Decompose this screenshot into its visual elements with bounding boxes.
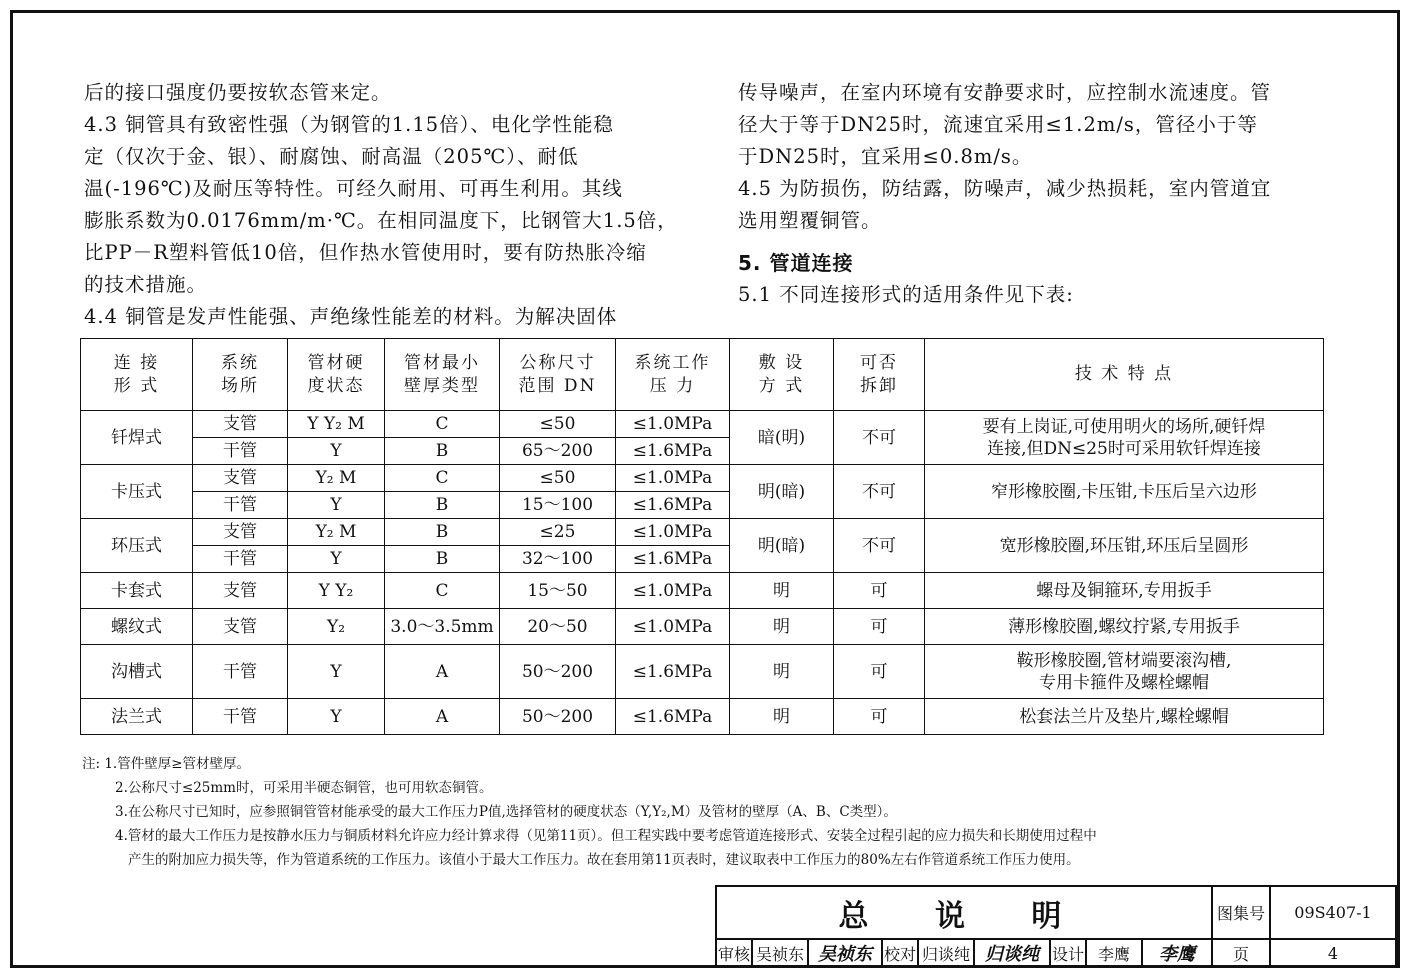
drawing-title: 总 说 明 xyxy=(716,886,1212,939)
cell-hardness: Y Y₂ xyxy=(288,573,385,609)
cell-wall: A xyxy=(385,699,500,735)
cell-features xyxy=(925,411,1324,465)
cell-dn: 15～100 xyxy=(500,492,616,519)
right-text-column xyxy=(738,77,1338,311)
cell-features xyxy=(925,699,1324,735)
cell-pressure: ≤1.6MPa xyxy=(616,492,730,519)
feature-line: 薄形橡胶圈,螺纹拧紧,专用扳手 xyxy=(1008,616,1240,637)
atlas-number-label: 图集号 xyxy=(1212,886,1270,939)
cell-removable: 可 xyxy=(834,645,925,699)
header-text: 方 式 xyxy=(758,375,805,396)
designer-name: 李鹰 xyxy=(1086,939,1142,967)
cell-method: 卡套式 xyxy=(81,573,193,609)
header-text: 管材硬 xyxy=(307,352,365,373)
cell-method: 螺纹式 xyxy=(81,609,193,645)
header-text: 拆卸 xyxy=(860,375,898,396)
cell-method: 卡压式 xyxy=(81,465,193,519)
left-text-column xyxy=(84,77,684,333)
cell-features xyxy=(925,645,1324,699)
header-text: 壁厚类型 xyxy=(404,375,480,396)
page-label: 页 xyxy=(1212,939,1270,967)
title-block xyxy=(715,885,1397,968)
feature-line: 宽形橡胶圈,环压钳,环压后呈圆形 xyxy=(999,535,1249,556)
text-line: 温(-196℃)及耐压等特性。可经久耐用、可再生利用。其线 xyxy=(84,177,623,200)
cell-removable: 可 xyxy=(834,609,925,645)
cell-laying: 明 xyxy=(730,573,834,609)
cell-dn: ≤50 xyxy=(500,465,616,492)
cell-dn: 65～200 xyxy=(500,438,616,465)
header-cell xyxy=(385,339,500,411)
text-line: 于DN25时，宜采用≤0.8m/s。 xyxy=(738,145,1033,168)
cell-pressure: ≤1.6MPa xyxy=(616,438,730,465)
cell-place: 支管 xyxy=(193,411,288,438)
text-line: 传导噪声，在室内环境有安静要求时，应控制水流速度。管 xyxy=(738,81,1272,104)
check-label: 校对 xyxy=(882,939,918,967)
cell-pressure: ≤1.6MPa xyxy=(616,699,730,735)
header-text: 范围 DN xyxy=(518,375,597,396)
cell-wall: B xyxy=(385,546,500,573)
cell-method: 环压式 xyxy=(81,519,193,573)
cell-dn: ≤50 xyxy=(500,411,616,438)
cell-features xyxy=(925,519,1324,573)
cell-dn: 50～200 xyxy=(500,645,616,699)
note-4-cont: 产生的附加应力损失等，作为管道系统的工作压力。该值小于最大工作压力。故在套用第11页表时，建议取表中工作压力的80%左右作管道系统工作压力使用。 xyxy=(128,852,1080,868)
header-text: 系统工作 xyxy=(634,352,711,373)
text-line: 4.5 为防损伤，防结露，防噪声，减少热损耗，室内管道宜 xyxy=(738,177,1272,200)
text-line: 4.4 铜管是发声性能强、声绝缘性能差的材料。为解决固体 xyxy=(84,305,618,328)
cell-place: 支管 xyxy=(193,609,288,645)
cell-wall: C xyxy=(385,411,500,438)
cell-place: 干管 xyxy=(193,438,288,465)
feature-line: 松套法兰片及垫片,螺栓螺帽 xyxy=(1019,706,1229,727)
feature-line: 要有上岗证,可使用明火的场所,硬钎焊 xyxy=(982,416,1266,437)
cell-place: 支管 xyxy=(193,519,288,546)
cell-hardness: Y xyxy=(288,438,385,465)
table-row xyxy=(81,573,1324,609)
feature-line: 螺母及铜箍环,专用扳手 xyxy=(1036,580,1212,601)
table-row xyxy=(81,465,1324,492)
feature-line: 连接,但DN≤25时可采用软钎焊连接 xyxy=(987,438,1261,459)
cell-hardness: Y₂ M xyxy=(288,519,385,546)
designer-signature: 李鹰 xyxy=(1142,939,1212,967)
checker-name: 归谈纯 xyxy=(918,939,974,967)
notes xyxy=(82,752,1332,872)
cell-hardness: Y₂ M xyxy=(288,465,385,492)
cell-hardness: Y xyxy=(288,492,385,519)
text-line: 膨胀系数为0.0176mm/m·℃。在相同温度下，比钢管大1.5倍， xyxy=(84,209,678,232)
cell-pressure: ≤1.6MPa xyxy=(616,645,730,699)
header-cell xyxy=(500,339,616,411)
cell-dn: 32～100 xyxy=(500,546,616,573)
header-cell xyxy=(616,339,730,411)
cell-wall: C xyxy=(385,573,500,609)
note-4: 4.管材的最大工作压力是按静水压力与铜质材料允许应力经计算求得（见第11页）。但工程实践中要考虑管道连接形式、安装全过程引起的应力损失和长期使用过程中 xyxy=(115,828,1097,844)
text-line: 比PP－R塑料管低10倍，但作热水管使用时，要有防热胀冷缩 xyxy=(84,241,647,264)
cell-laying: 明 xyxy=(730,645,834,699)
cell-laying: 明 xyxy=(730,609,834,645)
cell-place: 干管 xyxy=(193,492,288,519)
cell-hardness: Y₂ xyxy=(288,609,385,645)
header-cell xyxy=(730,339,834,411)
feature-line: 窄形橡胶圈,卡压钳,卡压后呈六边形 xyxy=(991,481,1257,502)
cell-pressure: ≤1.6MPa xyxy=(616,546,730,573)
cell-place: 支管 xyxy=(193,573,288,609)
cell-removable: 不可 xyxy=(834,411,925,465)
header-text: 管材最小 xyxy=(404,352,480,373)
reviewer-signature: 吴祯东 xyxy=(808,939,882,967)
cell-removable: 不可 xyxy=(834,519,925,573)
review-label: 审核 xyxy=(716,939,752,967)
cell-method: 沟槽式 xyxy=(81,645,193,699)
cell-pressure: ≤1.0MPa xyxy=(616,519,730,546)
feature-line: 鞍形橡胶圈,管材端要滚沟槽, xyxy=(1016,650,1232,671)
header-cell xyxy=(193,339,288,411)
cell-pressure: ≤1.0MPa xyxy=(616,465,730,492)
section-heading: 5. 管道连接 xyxy=(738,251,854,275)
cell-features xyxy=(925,465,1324,519)
cell-wall: B xyxy=(385,492,500,519)
cell-method: 法兰式 xyxy=(81,699,193,735)
connection-table xyxy=(80,338,1324,735)
header-text: 技 术 特 点 xyxy=(1074,364,1174,384)
cell-place: 支管 xyxy=(193,465,288,492)
cell-dn: 15～50 xyxy=(500,573,616,609)
note-3: 3.在公称尺寸已知时，应参照铜管管材能承受的最大工作压力P值,选择管材的硬度状态（Y,Y₂,M）及管材的壁厚（A、B、C类型）。 xyxy=(115,804,897,820)
header-cell xyxy=(288,339,385,411)
cell-laying: 明 xyxy=(730,699,834,735)
header-text: 形 式 xyxy=(113,375,160,396)
cell-hardness: Y xyxy=(288,699,385,735)
cell-place: 干管 xyxy=(193,699,288,735)
cell-laying: 明(暗) xyxy=(730,465,834,519)
cell-place: 干管 xyxy=(193,546,288,573)
table-row xyxy=(81,645,1324,699)
text-line: 定（仅次于金、银）、耐腐蚀、耐高温（205℃）、耐低 xyxy=(84,145,579,168)
header-text: 场所 xyxy=(221,375,259,396)
cell-dn: ≤25 xyxy=(500,519,616,546)
header-text: 敷 设 xyxy=(758,352,805,373)
header-text: 可否 xyxy=(860,352,898,373)
header-cell xyxy=(925,339,1324,411)
text-line: 的技术措施。 xyxy=(84,273,208,296)
right-text-lines xyxy=(738,77,1338,237)
checker-signature: 归谈纯 xyxy=(974,939,1050,967)
table-row xyxy=(81,699,1324,735)
reviewer-name: 吴祯东 xyxy=(752,939,808,967)
header-text: 度状态 xyxy=(307,375,365,396)
text-line: 后的接口强度仍要按软态管来定。 xyxy=(84,81,392,104)
cell-wall: C xyxy=(385,465,500,492)
header-text: 压 力 xyxy=(649,375,696,396)
feature-line: 专用卡箍件及螺栓螺帽 xyxy=(1039,672,1209,693)
header-cell xyxy=(81,339,193,411)
table-row xyxy=(81,519,1324,546)
cell-removable: 可 xyxy=(834,573,925,609)
text-line: 4.3 铜管具有致密性强（为钢管的1.15倍）、电化学性能稳 xyxy=(84,113,614,136)
page-number: 4 xyxy=(1270,939,1396,967)
table-header-row xyxy=(81,339,1324,411)
cell-place: 干管 xyxy=(193,645,288,699)
cell-wall: A xyxy=(385,645,500,699)
cell-wall: 3.0～3.5mm xyxy=(385,609,500,645)
cell-dn: 20～50 xyxy=(500,609,616,645)
cell-pressure: ≤1.0MPa xyxy=(616,411,730,438)
table-row xyxy=(81,411,1324,438)
header-cell xyxy=(834,339,925,411)
cell-hardness: Y xyxy=(288,546,385,573)
cell-wall: B xyxy=(385,438,500,465)
cell-pressure: ≤1.0MPa xyxy=(616,609,730,645)
atlas-number: 09S407-1 xyxy=(1270,886,1396,939)
cell-hardness: Y xyxy=(288,645,385,699)
cell-laying: 暗(明) xyxy=(730,411,834,465)
note-2: 2.公称尺寸≤25mm时，可采用半硬态铜管，也可用软态铜管。 xyxy=(115,780,493,796)
cell-dn: 50～200 xyxy=(500,699,616,735)
cell-removable: 不可 xyxy=(834,465,925,519)
cell-laying: 明(暗) xyxy=(730,519,834,573)
note-1: 注: 1.管件壁厚≥管材壁厚。 xyxy=(82,756,251,772)
header-text: 连 接 xyxy=(113,352,160,373)
header-text: 系统 xyxy=(221,352,259,373)
design-label: 设计 xyxy=(1050,939,1086,967)
text-line: 径大于等于DN25时，流速宜采用≤1.2m/s，管径小于等 xyxy=(738,113,1258,136)
cell-pressure: ≤1.0MPa xyxy=(616,573,730,609)
text-line: 选用塑覆铜管。 xyxy=(738,209,882,232)
cell-removable: 可 xyxy=(834,699,925,735)
section-intro: 5.1 不同连接形式的适用条件见下表: xyxy=(738,283,1074,306)
table-row xyxy=(81,609,1324,645)
cell-hardness: Y Y₂ M xyxy=(288,411,385,438)
cell-method: 钎焊式 xyxy=(81,411,193,465)
cell-features xyxy=(925,609,1324,645)
cell-wall: B xyxy=(385,519,500,546)
table-body xyxy=(81,411,1324,735)
cell-features xyxy=(925,573,1324,609)
header-text: 公称尺寸 xyxy=(519,352,596,373)
